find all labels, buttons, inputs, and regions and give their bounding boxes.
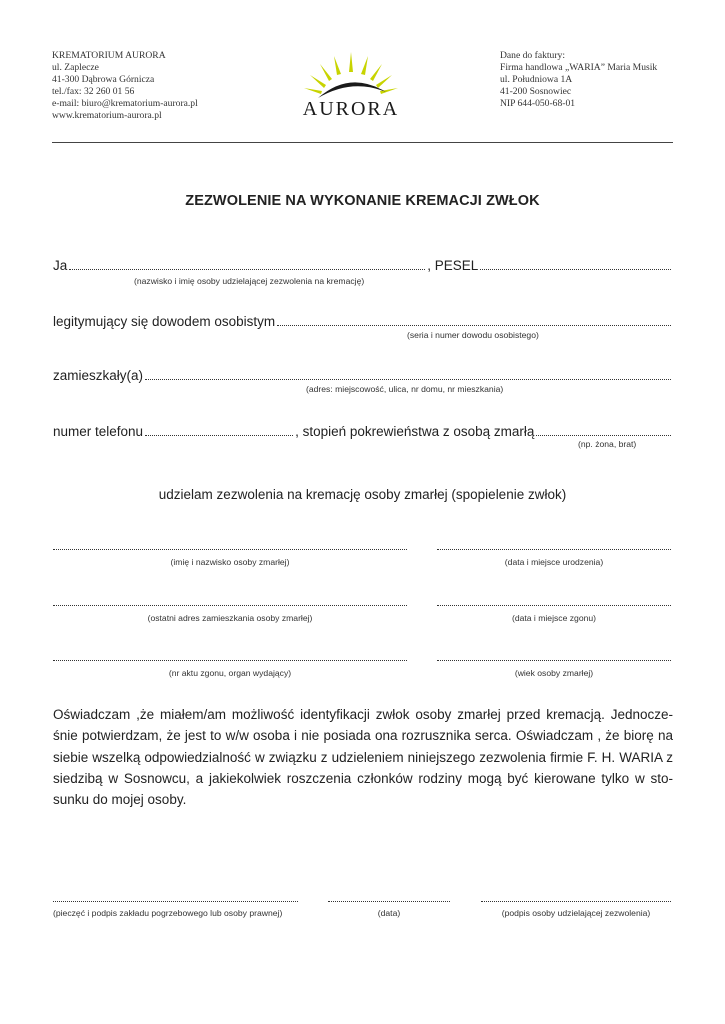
signature-hint: (podpis osoby udzielającej zezwolenia): [501, 908, 651, 918]
deceased-name-hint: (imię i nazwisko osoby zmarłej): [170, 557, 290, 567]
last-address-hint: (ostatni adres zamieszkania osoby zmarłej): [147, 613, 313, 623]
ja-label: Ja: [53, 258, 68, 273]
company-info: [52, 50, 198, 122]
phone-field[interactable]: [145, 434, 293, 436]
address-hint: (adres: miejscowość, ulica, nr domu, nr mieszkania): [306, 384, 504, 394]
row-phone-relation: [53, 424, 673, 439]
company-phone: tel./fax: 32 260 01 56: [52, 86, 135, 97]
row-address: [53, 368, 673, 383]
invoice-firm: Firma handlowa „WARIA” Maria Musik: [500, 62, 658, 73]
birth-field[interactable]: [437, 548, 671, 550]
row-id-card: [53, 314, 673, 329]
last-address-field[interactable]: [53, 604, 407, 606]
date-hint: (data): [377, 908, 401, 918]
invoice-city: 41-200 Sosnowiec: [500, 86, 572, 97]
death-cert-field[interactable]: [53, 659, 407, 661]
deceased-name-field[interactable]: [53, 548, 407, 550]
death-hint: (data i miejsce zgonu): [511, 613, 597, 623]
birth-hint: (data i miejsce urodzenia): [504, 557, 604, 567]
stamp-field[interactable]: [53, 900, 298, 902]
name-hint: (nazwisko i imię osoby udzielającej zezwolenia na kremację): [134, 276, 365, 286]
declaration-text: Oświadczam ,że miałem/am możliwość identyfikacji zwłok osoby zmarłej przed kremacją. Jednocze-śnie potwierdzam, że jest to w/w osoba i nie posiada ona rozrusznika serca. Oświadczam , że biorę na siebie wszelką odpowiedzialność w związku z udzieleniem niniejszego zezwolenia firmie F. H. WARIA z siedzibą w Sosnowcu, a jakiekolwiek roszczenia członków rodziny mogą być kierowane tylko w sto-sunku do mojej osoby.: [53, 707, 673, 808]
death-field[interactable]: [437, 604, 671, 606]
company-name: KREMATORIUM AURORA: [52, 50, 166, 61]
date-field[interactable]: [328, 900, 450, 902]
phone-label: numer telefonu: [53, 424, 144, 439]
relation-hint: (np. żona, brat): [578, 439, 637, 449]
row-name-pesel: [53, 258, 673, 273]
company-email: e-mail: biuro@krematorium-aurora.pl: [52, 98, 198, 109]
id-hint: (seria i numer dowodu osobistego): [407, 330, 539, 340]
address-label: zamieszkały(a): [53, 368, 144, 383]
signature-field[interactable]: [481, 900, 671, 902]
pesel-label: , PESEL: [427, 258, 479, 273]
page-title: ZEZWOLENIE NA WYKONANIE KREMACJI ZWŁOK: [185, 193, 540, 209]
name-field[interactable]: [69, 268, 425, 270]
id-field[interactable]: [277, 324, 671, 326]
invoice-heading: Dane do faktury:: [500, 50, 566, 61]
consent-text: udzielam zezwolenia na kremację osoby zmarłej (spopielenie zwłok): [158, 487, 567, 502]
company-street: ul. Zaplecze: [52, 62, 99, 73]
invoice-nip: NIP 644-050-68-01: [500, 98, 576, 109]
age-field[interactable]: [437, 659, 671, 661]
logo-text: AURORA: [302, 98, 400, 120]
sun-icon: [290, 50, 412, 102]
invoice-info: [500, 50, 657, 110]
header-divider: [52, 142, 673, 143]
stamp-hint: (pieczęć i podpis zakładu pogrzebowego lub osoby prawnej): [53, 908, 283, 918]
death-cert-hint: (nr aktu zgonu, organ wydający): [168, 668, 292, 678]
address-field[interactable]: [145, 378, 671, 380]
relation-label: , stopień pokrewieństwa z osobą zmarłą: [295, 424, 535, 439]
pesel-field[interactable]: [480, 268, 671, 270]
company-city: 41-300 Dąbrowa Górnicza: [52, 74, 155, 85]
invoice-street: ul. Południowa 1A: [500, 74, 573, 85]
company-web: www.krematorium-aurora.pl: [52, 110, 162, 121]
aurora-logo: [290, 50, 412, 120]
id-label: legitymujący się dowodem osobistym: [53, 314, 276, 329]
relation-field[interactable]: [536, 434, 671, 436]
age-hint: (wiek osoby zmarłej): [514, 668, 594, 678]
